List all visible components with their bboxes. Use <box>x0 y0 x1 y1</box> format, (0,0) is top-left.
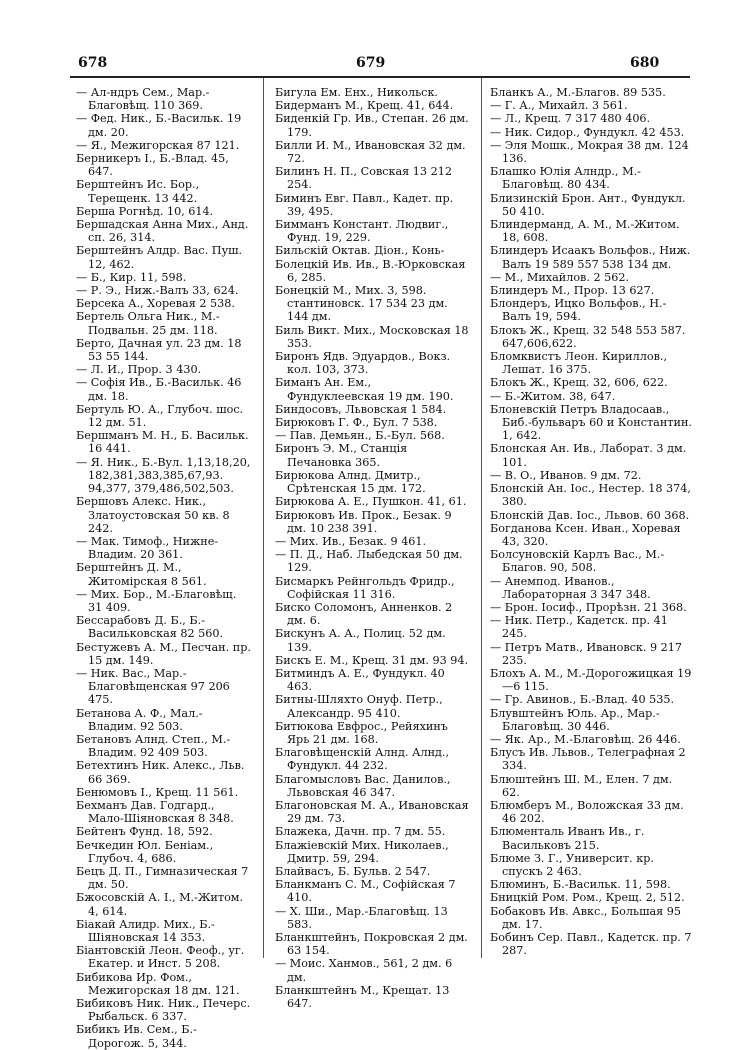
directory-entry: — Г. А., Михайл. 3 561. <box>490 99 628 113</box>
directory-entry: Блондеръ, Ицко Вольфов., Н.-Валъ 19, 594. <box>490 297 667 324</box>
directory-column-2 <box>275 86 471 1011</box>
directory-entry: Бонецкій М., Мих. 3, 598. стантиновск. 17 534 23 дм. 144 дм. <box>275 284 448 324</box>
directory-entry: — П. Д., Наб. Лыбедская 50 дм. 129. <box>275 548 463 575</box>
directory-entry: Блажека, Дачн. пр. 7 дм. 55. <box>275 825 446 839</box>
directory-entry: Бетановъ Алнд. Степ., М.-Владим. 92 409 503. <box>76 732 231 760</box>
directory-entry: Бершовъ Алекс. Ник., Златоустовская 50 кв. 8 242. <box>76 495 230 535</box>
directory-entry: Берникеръ I., Б.-Влад. 45, 647. <box>76 152 229 179</box>
page-header <box>0 55 730 75</box>
directory-entry: — Б., Кир. 11, 598. <box>76 270 187 284</box>
directory-entry: Бейтенъ Фунд. 18, 592. <box>76 825 213 839</box>
directory-entry: — Р. Э., Ниж.-Валъ 33, 624. <box>76 284 239 298</box>
directory-entry: Берша Рогнѣд. 10, 614. <box>76 204 214 218</box>
directory-entry: Берсека А., Хоревая 2 538. <box>76 297 235 311</box>
page-number-right: 680 <box>630 55 660 71</box>
directory-entry: Блокъ Ж., Крещ. 32 548 553 587. 647,606,622. <box>490 323 686 350</box>
directory-entry: Бланкштейнъ, Покровская 2 дм. 63 154. <box>275 931 468 958</box>
directory-entry: — Я., Межигорская 87 121. <box>76 138 240 152</box>
directory-entry: — Мих. Бор., М.-Благовѣщ. 31 409. <box>76 587 237 614</box>
directory-entry: Биронъ Э. М., Станція Печановка 365. <box>275 442 408 469</box>
directory-entry: Бершадская Анна Мих., Анд. сп. 26, 314. <box>76 218 249 245</box>
directory-entry: Биндосовъ, Львовская 1 584. <box>275 402 447 416</box>
directory-entry: — Фед. Ник., Б.-Васильк. 19 дм. 20. <box>76 112 242 139</box>
directory-entry: — М., Михайлов. 2 562. <box>490 270 630 284</box>
directory-entry: Бессарабовъ Д. Б., Б.-Васильковская 82 560. <box>76 614 224 641</box>
directory-entry: Битюкова Евфрос., Рейяхинъ Ярь 21 дм. 168. <box>275 719 448 746</box>
directory-entry: Блохъ А. М., М.-Дорогожицкая 19—6 115. <box>490 666 692 694</box>
directory-entry: Бетанова А. Ф., Мал.-Владим. 92 503. <box>76 706 203 733</box>
directory-entry: Болецкій Ив. Ив., В.-Юрковская 6, 285. <box>275 257 466 284</box>
directory-entry: Бланкманъ С. М., Софійская 7 410. <box>275 878 456 905</box>
directory-entry: Бирюковъ Ив. Прок., Безак. 9 дм. 10 238 391. <box>275 508 452 535</box>
directory-entry: Битны-Шляхто Онуф. Петр., Александр. 95 410. <box>275 693 443 720</box>
directory-entry: — Ник. Петр., Кадетск. пр. 41 245. <box>490 614 668 641</box>
directory-entry: Билинъ Н. П., Совская 13 212 254. <box>275 165 452 192</box>
directory-entry: Бильскій Октав. Діон., Конь- <box>275 244 445 258</box>
directory-entry: Благовѣщенскій Алнд. Алнд., Фундукл. 44 232. <box>275 746 450 773</box>
directory-entry: Бершманъ М. Н., Б. Васильк. 16 441. <box>76 429 249 456</box>
directory-entry: — Моис. Ханмов., 561, 2 дм. 6 дм. <box>275 957 453 984</box>
directory-entry: Биминъ Евг. Павл., Кадет. пр. 39, 495. <box>275 191 454 218</box>
directory-entry: — Мих. Ив., Безак. 9 461. <box>275 534 427 548</box>
directory-entry: Бетехтинъ Ник. Алекс., Льв. 66 369. <box>76 759 245 786</box>
directory-entry: Блюштейнъ Ш. М., Елен. 7 дм. 62. <box>490 772 673 799</box>
directory-entry: Бжосовскій А. I., М.-Житом. 4, 614. <box>76 891 244 918</box>
directory-entry: Бестужевъ А. М., Песчан. пр. 15 дм. 149. <box>76 640 251 667</box>
directory-entry: — Софія Ив., Б.-Васильк. 46 дм. 18. <box>76 376 242 403</box>
directory-entry: Бискунъ А. А., Полиц. 52 дм. 139. <box>275 627 446 654</box>
directory-entry: Берштейнъ Д. М., Житомірская 8 561. <box>76 561 207 588</box>
directory-entry: Бигула Ем. Енх., Никольск. <box>275 86 438 99</box>
directory-entry: Блюменталь Иванъ Ив., г. Васильковъ 215. <box>490 825 645 852</box>
directory-entry: — Пав. Демьян., Б.-Бул. 568. <box>275 429 445 443</box>
directory-entry: Благоновская М. А., Ивановская 29 дм. 73. <box>275 798 469 826</box>
directory-entry: Битминдъ А. Е., Фундукл. 40 463. <box>275 666 445 694</box>
directory-entry: — Мак. Тимоф., Нижне-Владим. 20 361. <box>76 534 219 562</box>
directory-entry: Бланкштейнъ М., Крещат. 13 647. <box>275 983 450 1011</box>
directory-column-1 <box>76 86 251 1050</box>
directory-entry: — Эля Мошк., Мокрая 38 дм. 124 136. <box>490 138 689 166</box>
directory-entry: Блюме З. Г., Университ. кр. спускъ 2 463. <box>490 851 654 878</box>
directory-entry: Бертуль Ю. А., Глубоч. шос. 12 дм. 51. <box>76 402 244 430</box>
column-divider-2 <box>481 78 482 958</box>
directory-entry: Блонскій Дав. Iос., Львов. 60 368. <box>490 508 690 522</box>
directory-entry: Бечкедин Юл. Беніам., Глубоч. 4, 686. <box>76 838 214 865</box>
directory-entry: Бобинъ Сер. Павл., Кадетск. пр. 7 287. <box>490 931 692 958</box>
directory-entry: Бирюкова Алнд. Дмитр., Срѣтенская 15 дм. 172. <box>275 468 426 496</box>
directory-entry: Блувштейнъ Юль. Ар., Мар.-Благовѣщ. 30 446. <box>490 706 660 733</box>
directory-entry: Билли И. М., Ивановская 32 дм. 72. <box>275 138 466 166</box>
directory-entry: Берто, Дачная ул. 23 дм. 18 53 55 144. <box>76 336 242 364</box>
directory-entry: — Як. Ар., М.-Благовѣщ. 26 446. <box>490 732 681 746</box>
directory-entry: — Б.-Житом. 38, 647. <box>490 389 616 403</box>
directory-entry: — Ник. Сидор., Фундукл. 42 453. <box>490 125 685 139</box>
directory-entry: Благомысловъ Вас. Данилов., Львовская 46 347. <box>275 772 451 799</box>
directory-entry: — Анемпод. Иванов., Лабораторная 3 347 348. <box>490 574 651 601</box>
directory-entry: Бискъ Е. М., Крещ. 31 дм. 93 94. <box>275 653 469 667</box>
directory-entry: — Ал-ндръ Сем., Мар.-Благовѣщ. 110 369. <box>76 86 210 113</box>
directory-entry: Блоневскій Петръ Владосаав., Биб.-бульваръ 60 и Константин. 1, 642. <box>490 402 692 443</box>
directory-entry: — Я. Ник., Б.-Вул. 1,13,18,20, 182,381,383,385,67,93. 94,377, 379,486,502,503. <box>76 455 251 496</box>
directory-entry: Болсуновскій Карлъ Вас., М.-Благов. 90, 508. <box>490 548 665 575</box>
directory-entry: Блюмберъ М., Воложская 33 дм. 46 202. <box>490 798 684 826</box>
directory-entry: Блонскій Ан. Iос., Нестер. 18 374, 380. <box>490 482 691 509</box>
directory-entry: Бирюковъ Г. Ф., Бул. 7 538. <box>275 416 438 430</box>
directory-entry: — Ник. Вас., Мар.-Благовѣщенская 97 206 475. <box>76 666 230 707</box>
directory-entry: Берштейнъ Ис. Бор., Терещенк. 13 442. <box>76 178 200 205</box>
directory-entry: Блиндеръ М., Прор. 13 627. <box>490 284 655 298</box>
directory-entry: Бисмаркъ Рейнгольдъ Фридр., Софійская 11 316. <box>275 574 455 601</box>
directory-entry: Бобаковъ Ив. Авкс., Большая 95 дм. 17. <box>490 904 682 931</box>
directory-entry: Блайвасъ, Б. Бульв. 2 547. <box>275 864 431 878</box>
directory-entry: Бибикъ Ив. Сем., Б.-Дорогож. 5, 344. <box>76 1023 197 1050</box>
directory-entry: Биско Соломонъ, Анненков. 2 дм. 6. <box>275 600 453 628</box>
directory-entry: Бибиковъ Ник. Ник., Печерс. Рыбальск. 6 337. <box>76 997 251 1024</box>
directory-entry: Біантовскій Леон. Феоф., уг. Екатер. и Инст. 5 208. <box>76 944 245 971</box>
directory-entry: Близинскій Брон. Ант., Фундукл. 50 410. <box>490 191 686 218</box>
directory-entry: Блюминъ, Б.-Васильк. 11, 598. <box>490 878 671 892</box>
directory-entry: Блокъ Ж., Крещ. 32, 606, 622. <box>490 376 668 390</box>
directory-entry: Блажіевскій Мих. Николаев., Дмитр. 59, 294. <box>275 838 449 865</box>
directory-entry: Бецъ Д. П., Гимназическая 7 дм. 50. <box>76 864 249 892</box>
directory-entry: Бидерманъ М., Крещ. 41, 644. <box>275 99 454 113</box>
directory-entry: Блашко Юлія Алндр., М.-Благовѣщ. 80 434. <box>490 165 641 192</box>
directory-entry: Блиндерманд, А. М., М.-Житом. 18, 608. <box>490 218 680 245</box>
directory-entry: Бенюмовъ I., Крещ. 11 561. <box>76 785 239 799</box>
directory-entry: — Л., Крещ. 7 317 480 406. <box>490 112 651 126</box>
directory-entry: Бломквистъ Леон. Кириллов., Лешат. 16 375. <box>490 350 667 377</box>
directory-entry: Бирюкова А. Е., Пушкон. 41, 61. <box>275 495 467 509</box>
directory-entry: Богданова Ксен. Иван., Хоревая 43, 320. <box>490 521 681 548</box>
directory-entry: Биденкій Гр. Ив., Степан. 26 дм. 179. <box>275 112 469 139</box>
directory-entry: — Х. Ши., Мар.-Благовѣщ. 13 583. <box>275 904 448 931</box>
directory-entry: Блонская Ан. Ив., Лаборат. 3 дм. 101. <box>490 442 687 469</box>
header-rule <box>70 76 690 78</box>
page-number-left: 678 <box>78 55 108 71</box>
directory-entry: Биронъ Ядв. Эдуардов., Вокз. кол. 103, 373. <box>275 350 451 377</box>
directory-entry: Бимманъ Констант. Людвиг., Фунд. 19, 229. <box>275 218 449 245</box>
directory-entry: — Л. И., Прор. 3 430. <box>76 363 202 377</box>
directory-entry: Берштейнъ Алдр. Вас. Пуш. 12, 462. <box>76 244 243 271</box>
directory-entry: Бехманъ Дав. Годгард., Мало-Шіяновская 8 348. <box>76 798 234 826</box>
page-number-center: 679 <box>356 55 386 71</box>
directory-column-3 <box>490 86 692 966</box>
directory-entry: Біакай Алидр. Мих., Б.-Шіяновская 14 353. <box>76 917 215 944</box>
directory-entry: — Брон. Iосиф., Прорѣзн. 21 368. <box>490 600 687 614</box>
directory-entry: — В. О., Иванов. 9 дм. 72. <box>490 468 642 482</box>
directory-entry: Блусъ Ив. Львов., Телеграфная 2 334. <box>490 746 686 773</box>
directory-entry: Бертель Ольга Ник., М.-Подвальн. 25 дм. 118. <box>76 310 220 337</box>
directory-entry: Биль Викт. Мих., Московская 18 353. <box>275 323 469 350</box>
directory-entry: Бницкій Ром. Ром., Крещ. 2, 512. <box>490 891 685 905</box>
column-divider-1 <box>263 78 264 958</box>
directory-entry: Бланкъ А., М.-Благов. 89 535. <box>490 86 666 99</box>
directory-entry: — Петръ Матв., Ивановск. 9 217 235. <box>490 640 683 667</box>
directory-entry: Блиндеръ Исаакъ Вольфов., Ниж. Валъ 19 589 557 538 134 дм. <box>490 244 691 271</box>
directory-entry: — Гр. Авинов., Б.-Влад. 40 535. <box>490 693 675 707</box>
directory-entry: Биманъ Ан. Ем., Фундуклеевская 19 дм. 190. <box>275 376 454 403</box>
directory-entry: Бибикова Ир. Фом., Межигорская 18 дм. 121. <box>76 970 240 997</box>
